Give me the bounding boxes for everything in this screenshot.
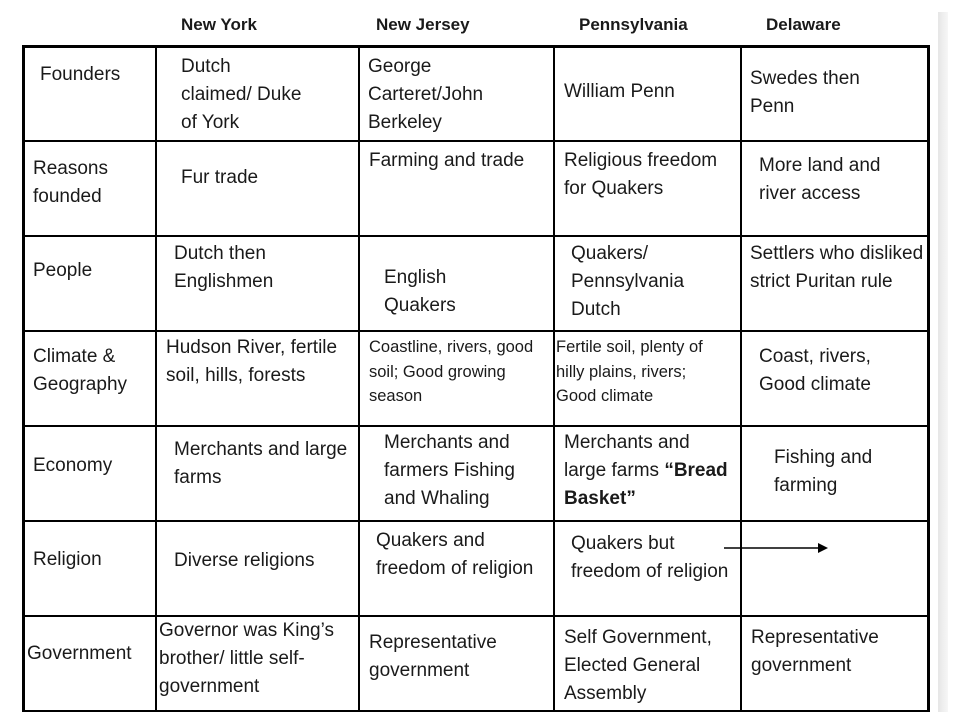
row-label-economy: Economy xyxy=(33,455,113,476)
col-divider xyxy=(155,45,157,712)
religion-new-jersey: Quakers and freedom of religion xyxy=(376,530,534,579)
economy-new-jersey: Merchants and farmers Fishing and Whaling xyxy=(384,432,515,509)
reasons-delaware: More land and river access xyxy=(759,155,881,204)
table-border-right xyxy=(927,45,930,712)
header-pennsylvania: Pennsylvania xyxy=(579,15,688,34)
economy-pennsylvania-text: Merchants and large farms xyxy=(564,432,690,481)
climate-new-jersey: Coastline, rivers, good soil; Good growing season xyxy=(369,338,534,405)
row-divider xyxy=(22,425,930,427)
row-label-religion: Religion xyxy=(33,549,102,570)
reasons-new-jersey: Farming and trade xyxy=(369,150,525,171)
people-new-york: Dutch then Englishmen xyxy=(174,243,274,292)
table-border-bottom xyxy=(22,710,930,712)
row-divider xyxy=(22,140,930,142)
climate-new-york: Hudson River, fertile soil, hills, forests xyxy=(166,337,338,386)
government-delaware: Representative government xyxy=(751,627,879,676)
climate-delaware: Coast, rivers, Good climate xyxy=(759,346,871,395)
right-arrow-icon xyxy=(722,539,832,557)
economy-delaware: Fishing and farming xyxy=(774,447,873,496)
founders-new-jersey: George Carteret/John Berkeley xyxy=(368,56,484,133)
people-pennsylvania: Quakers/ Pennsylvania Dutch xyxy=(571,243,685,320)
header-new-york: New York xyxy=(181,15,257,34)
founders-new-york: Dutch claimed/ Duke of York xyxy=(181,56,302,133)
people-delaware: Settlers who disliked strict Puritan rule xyxy=(750,243,924,292)
row-label-reasons-founded: Reasons founded xyxy=(33,158,108,207)
row-divider xyxy=(22,520,930,522)
table-border-top xyxy=(22,45,930,48)
header-delaware: Delaware xyxy=(766,15,841,34)
row-divider xyxy=(22,235,930,237)
government-new-jersey: Representative government xyxy=(369,632,497,681)
row-label-founders: Founders xyxy=(40,64,121,85)
col-divider xyxy=(358,45,360,712)
col-divider xyxy=(553,45,555,712)
founders-delaware: Swedes then Penn xyxy=(750,68,860,117)
government-new-york: Governor was King’s brother/ little self- government xyxy=(159,620,334,697)
climate-pennsylvania: Fertile soil, plenty of hilly plains, rivers; Good climate xyxy=(556,338,703,405)
row-label-people: People xyxy=(33,260,93,281)
table-border-left xyxy=(22,45,25,712)
founders-pennsylvania: William Penn xyxy=(564,81,675,102)
government-pennsylvania: Self Government, Elected General Assembly xyxy=(564,627,712,704)
reasons-new-york: Fur trade xyxy=(181,167,259,188)
economy-new-york: Merchants and large farms xyxy=(174,439,348,488)
economy-pennsylvania xyxy=(564,429,728,513)
header-new-jersey: New Jersey xyxy=(376,15,470,34)
religion-pennsylvania: Quakers but freedom of religion xyxy=(571,533,729,582)
row-label-climate-geography: Climate & Geography xyxy=(33,346,128,395)
col-divider xyxy=(740,45,742,712)
bread-basket-label: “Bread Basket” xyxy=(564,460,728,509)
religion-new-york: Diverse religions xyxy=(174,550,315,571)
row-label-government: Government xyxy=(27,643,132,664)
row-divider xyxy=(22,330,930,332)
people-new-jersey: English Quakers xyxy=(384,267,456,316)
reasons-pennsylvania: Religious freedom for Quakers xyxy=(564,150,718,199)
